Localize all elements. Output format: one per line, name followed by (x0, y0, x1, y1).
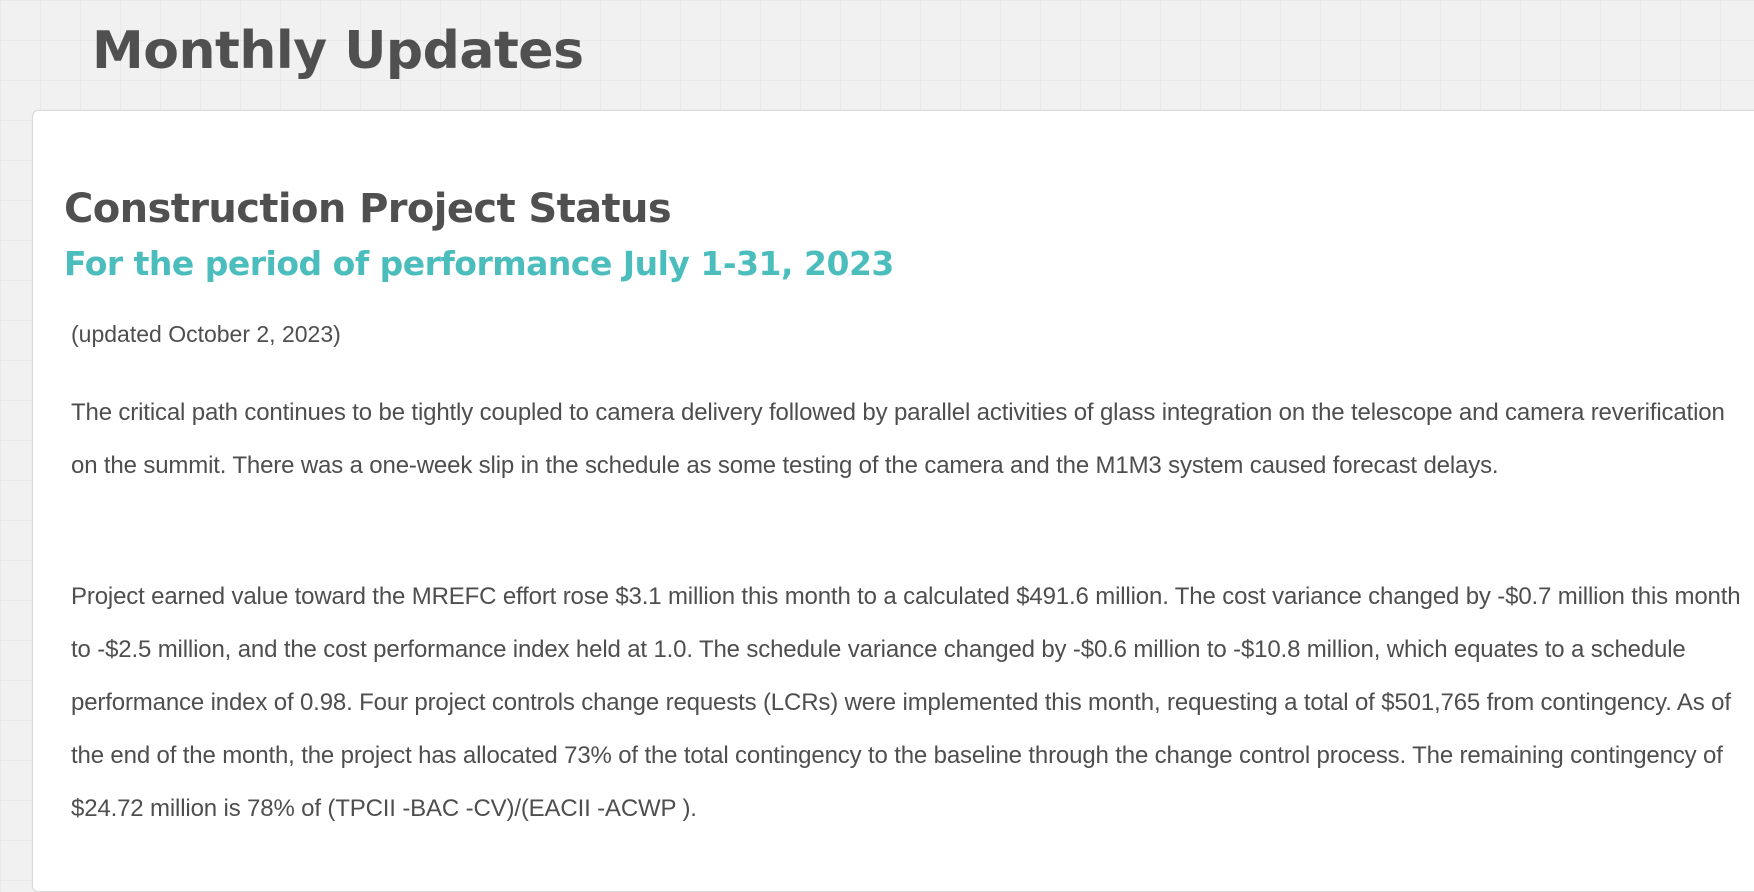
period-subtitle: For the period of performance July 1-31, 2023 (64, 244, 894, 283)
status-paragraph-critical-path: The critical path continues to be tightly coupled to camera delivery followed by parallel activities of glass integration on the telescope and camera reverification on the summit. There was a one-week slip in the schedule as some testing of the camera and the M1M3 system caused forecast delays. (71, 399, 1725, 479)
updated-date: (updated October 2, 2023) (71, 321, 341, 347)
page-title: Monthly Updates (92, 21, 584, 81)
content-card (32, 110, 1754, 892)
status-paragraph-earned-value: Project earned value toward the MREFC effort rose $3.1 million this month to a calculated $491.6 million. The cost variance changed by -$0.7 million this month to -$2.5 million, and the cost performance index held at 1.0. The schedule variance changed by -$0.6 million to -$10.8 million, which equates to a schedule performance index of 0.98. Four project controls change requests (LCRs) were implemented this month, requesting a total of $501,765 from contingency. As of the end of the month, the project has allocated 73% of the total contingency to the baseline through the change control process. The remaining contingency of $24.72 million is 78% of (TPCII -BAC -CV)/(EACII -ACWP ). (71, 583, 1741, 822)
section-title: Construction Project Status (64, 186, 672, 232)
